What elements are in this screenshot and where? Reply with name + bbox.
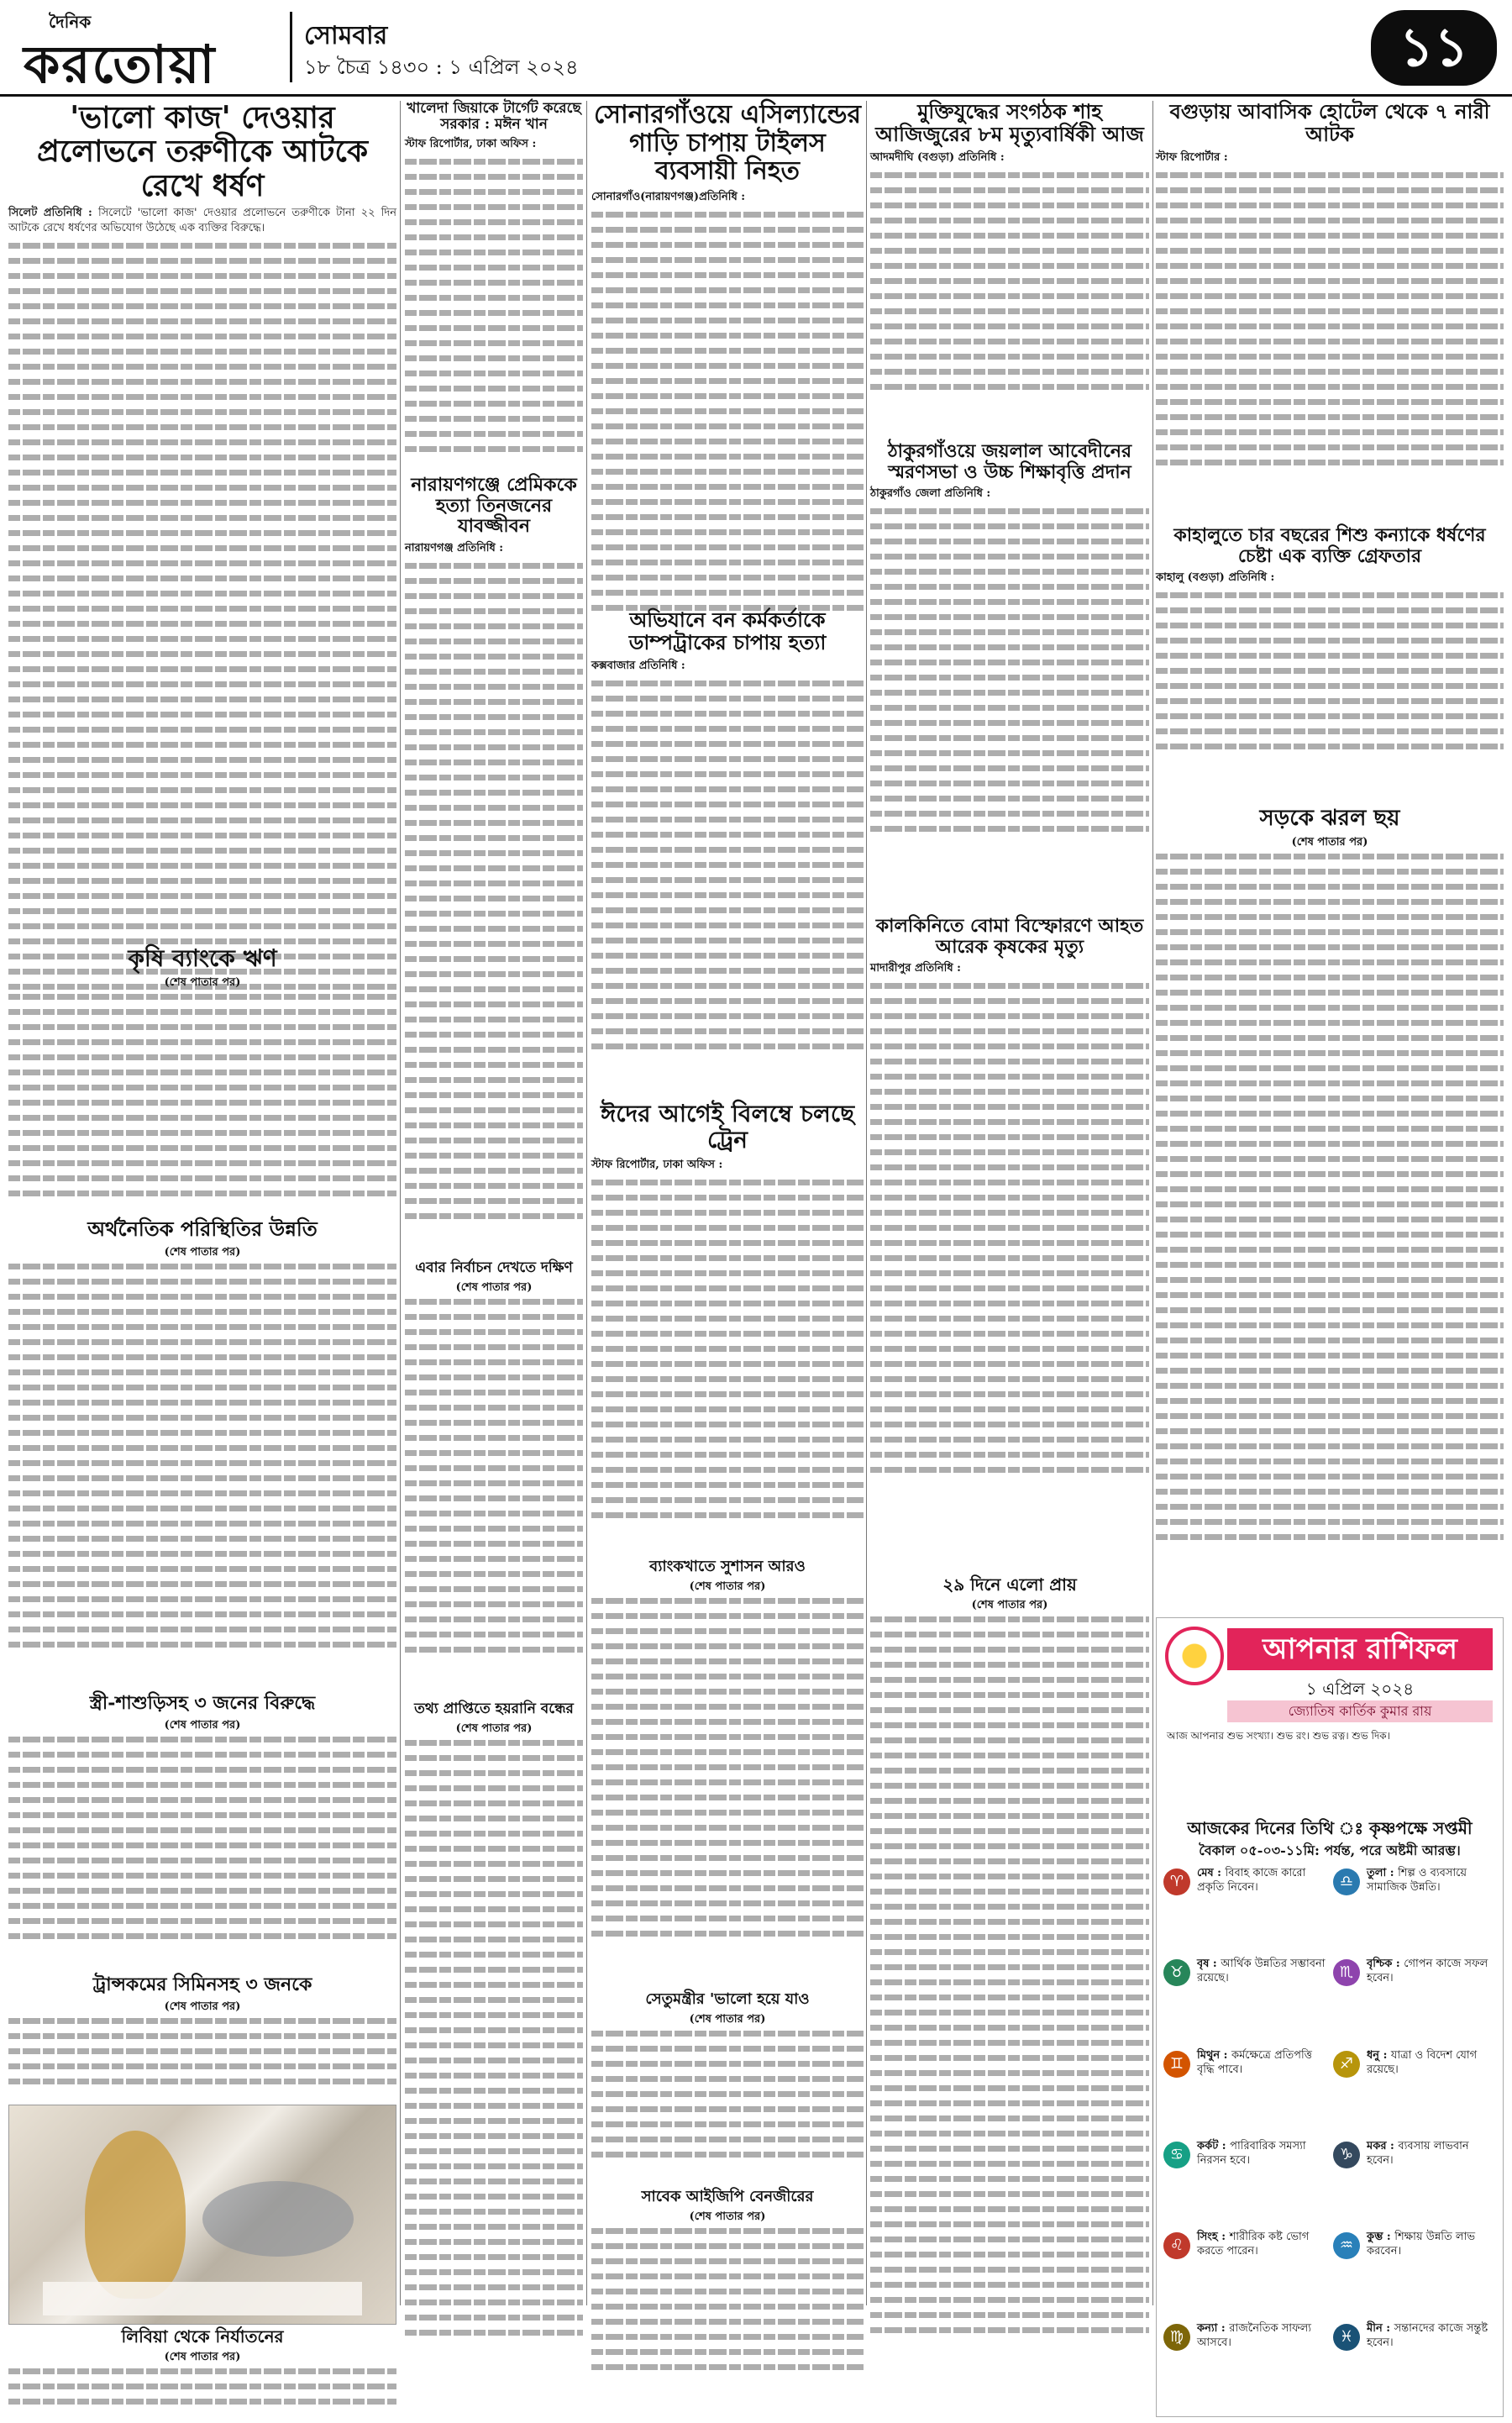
horoscope-date: ১ এপ্রিল ২০২৪ bbox=[1305, 1679, 1415, 1699]
zodiac-sign-text bbox=[1197, 1867, 1326, 1895]
column-divider bbox=[586, 101, 587, 2305]
zodiac-sign-forecast: শিল্প ও ব্যবসায়ে সামাজিক উন্নতি। bbox=[1367, 1867, 1467, 1894]
article-byline: কক্সবাজার প্রতিনিধি : bbox=[591, 659, 685, 672]
article-headline[interactable]: অর্থনৈতিক পরিস্থিতির উন্নতি bbox=[87, 1217, 318, 1241]
zodiac-sign-text bbox=[1367, 1867, 1496, 1895]
article-body bbox=[1156, 854, 1504, 1540]
zodiac-sign-icon: ♈ bbox=[1163, 1868, 1190, 1895]
zodiac-sign-icon: ♓ bbox=[1333, 2324, 1360, 2351]
article-headline[interactable]: ট্রান্সকমের সিমিনসহ ৩ জনকে bbox=[92, 1974, 312, 1995]
article[interactable] bbox=[591, 101, 864, 605]
column-5 bbox=[1156, 99, 1504, 2349]
zodiac-sign-icon: ♉ bbox=[1163, 1959, 1190, 1986]
article-body bbox=[591, 212, 864, 611]
article-headline[interactable]: কাহালুতে চার বছরের শিশু কন্যাকে ধর্ষণের চেষ্টা এক ব্যক্তি গ্রেফতার bbox=[1173, 524, 1486, 567]
continued-note: (শেষ পাতার পর) bbox=[164, 1245, 241, 1259]
tithi-time: বৈকাল ০৫-০৩-১১মি: পর্যন্ত, পরে অষ্টমী আরম্ভ। bbox=[1199, 1842, 1461, 1858]
zodiac-sign-text bbox=[1367, 2140, 1496, 2168]
continued-note: (শেষ পাতার পর) bbox=[689, 2210, 766, 2224]
article-headline[interactable]: কালকিনিতে বোমা বিস্ফোরণে আহত আরেক কৃষকের মৃত্যু bbox=[875, 915, 1144, 958]
column-3 bbox=[591, 101, 864, 2305]
zodiac-sign-name: কুম্ভ : bbox=[1367, 2231, 1395, 2244]
article[interactable] bbox=[591, 1991, 864, 2184]
column-4 bbox=[870, 101, 1149, 2305]
article-body bbox=[405, 1299, 583, 1653]
article-byline: নারায়ণগঞ্জ প্রতিনিধি : bbox=[405, 541, 504, 555]
article[interactable] bbox=[870, 1575, 1149, 2423]
article[interactable] bbox=[8, 1974, 396, 2100]
article-headline[interactable]: নারায়ণগঞ্জে প্রেমিককে হত্যা তিনজনের যাবজ্জীবন bbox=[411, 474, 577, 538]
zodiac-sign-name: মীন : bbox=[1367, 2321, 1394, 2335]
article[interactable] bbox=[405, 1260, 583, 1697]
article-headline[interactable]: তথ্য প্রাপ্তিতে হয়রানি বন্ধের bbox=[414, 1700, 574, 1717]
article[interactable] bbox=[870, 441, 1149, 912]
zodiac-sign-forecast: শিক্ষায় উন্নতি লাভ করবেন। bbox=[1367, 2231, 1476, 2258]
article-body bbox=[591, 1598, 864, 1937]
article-byline: আদমদীঘি (বগুড়া) প্রতিনিধি : bbox=[870, 150, 1005, 164]
article-headline[interactable]: স্ত্রী-শাশুড়িসহ ৩ জনের বিরুদ্ধে bbox=[89, 1692, 316, 1714]
zodiac-sign-item[interactable] bbox=[1163, 2322, 1326, 2410]
article-headline[interactable]: ২৯ দিনে এলো প্রায় bbox=[942, 1574, 1077, 1595]
article-headline[interactable]: ব্যাংকখাতে সুশাসন আরও bbox=[649, 1558, 806, 1575]
article[interactable] bbox=[1156, 101, 1504, 521]
zodiac-sign-name: বৃশ্চিক : bbox=[1367, 1958, 1404, 1971]
zodiac-sign-icon: ♎ bbox=[1333, 1868, 1360, 1895]
article-headline[interactable]: সেতুমন্ত্রীর 'ভালো হয়ে যাও bbox=[645, 1990, 810, 2008]
article-headline[interactable]: ঈদের আগেই বিলম্বে চলছে ট্রেন bbox=[600, 1100, 855, 1154]
article-byline: কাহালু (বগুড়া) প্রতিনিধি : bbox=[1156, 571, 1275, 585]
horoscope-title: আপনার রাশিফল bbox=[1227, 1628, 1493, 1670]
zodiac-sign-text bbox=[1197, 1958, 1326, 1986]
continued-note: (শেষ পাতার পর) bbox=[164, 2000, 241, 2013]
zodiac-sign-icon: ♑ bbox=[1333, 2142, 1360, 2168]
continued-note: (শেষ পাতার পর) bbox=[689, 2013, 766, 2026]
zodiac-sign-item[interactable] bbox=[1333, 1958, 1496, 2045]
zodiac-sign-text bbox=[1367, 1958, 1496, 1986]
zodiac-sign-name: তুলা : bbox=[1367, 1867, 1399, 1879]
zodiac-sign-name: মেষ : bbox=[1197, 1867, 1226, 1879]
zodiac-sign-text bbox=[1367, 2231, 1496, 2259]
article-headline[interactable]: মুক্তিযুদ্ধের সংগঠক শাহ আজিজুরের ৮ম মৃত্যুবার্ষিকী আজ bbox=[875, 99, 1144, 146]
continued-note: (শেষ পাতার পর) bbox=[164, 1718, 241, 1732]
article-headline[interactable]: সাবেক আইজিপি বেনজীরের bbox=[641, 2188, 814, 2205]
article-byline: স্টাফ রিপোর্টার, ঢাকা অফিস : bbox=[405, 138, 537, 151]
article[interactable] bbox=[870, 916, 1149, 1571]
article-byline: স্টাফ রিপোর্টার, ঢাকা অফিস : bbox=[591, 1158, 723, 1171]
zodiac-sign-text bbox=[1197, 2140, 1326, 2168]
article-byline: ঠাকুরগাঁও জেলা প্রতিনিধি : bbox=[870, 487, 991, 501]
article[interactable] bbox=[591, 1558, 864, 1987]
zodiac-sign-icon: ♐ bbox=[1333, 2051, 1360, 2078]
zodiac-sign-item[interactable] bbox=[1333, 2140, 1496, 2227]
zodiac-sign-name: মকর : bbox=[1367, 2140, 1399, 2152]
logo-small-text: দৈনিক bbox=[49, 12, 92, 32]
article-body bbox=[591, 681, 864, 1049]
article-byline: সোনারগাঁও(নারায়ণগঞ্জ)প্রতিনিধি : bbox=[591, 190, 746, 203]
article-body bbox=[8, 2018, 396, 2084]
article-headline[interactable]: এবার নির্বাচন দেখতে দক্ষিণ bbox=[415, 1259, 573, 1276]
horoscope-intro: আজ আপনার শুভ সংখ্যা। শুভ রং। শুভ রত্ন। শুভ দিক। bbox=[1167, 1730, 1390, 1742]
article-headline[interactable]: কৃষি ব্যাংকে ঋণ bbox=[128, 944, 277, 972]
zodiac-sign-icon: ♏ bbox=[1333, 1959, 1360, 1986]
article-body bbox=[8, 1264, 396, 1648]
zodiac-sign-item[interactable] bbox=[1163, 2140, 1326, 2227]
zodiac-sign-icon: ♌ bbox=[1163, 2232, 1190, 2259]
column-2 bbox=[405, 101, 583, 2305]
zodiac-sign-forecast: যাত্রা ও বিদেশ যোগ রয়েছে। bbox=[1367, 2048, 1478, 2076]
zodiac-sign-forecast: কর্মক্ষেত্রে প্রতিপত্তি বৃদ্ধি পাবে। bbox=[1197, 2048, 1312, 2076]
article-body bbox=[591, 2031, 864, 2158]
photo-subject bbox=[202, 2181, 354, 2257]
zodiac-sign-icon: ♍ bbox=[1163, 2324, 1190, 2351]
continued-note: (শেষ পাতার পর) bbox=[689, 1580, 766, 1594]
issue-date: ১৮ চৈত্র ১৪৩০ : ১ এপ্রিল ২০২৪ bbox=[304, 55, 579, 79]
continued-note: (শেষ পাতার পর) bbox=[1291, 836, 1368, 849]
article[interactable] bbox=[591, 609, 864, 1096]
zodiac-sign-forecast: ব্যবসায় লাভবান হবেন। bbox=[1367, 2140, 1469, 2167]
news-photo[interactable] bbox=[8, 2105, 396, 2325]
zodiac-sign-item[interactable] bbox=[1333, 2231, 1496, 2318]
article[interactable] bbox=[405, 101, 583, 470]
article-headline[interactable]: সড়কে ঝরল ছয় bbox=[1259, 806, 1400, 831]
article[interactable] bbox=[8, 2327, 396, 2423]
horoscope-author: জ্যোতিষ কার্তিক কুমার রায় bbox=[1227, 1700, 1493, 1722]
zodiac-sign-item[interactable] bbox=[1163, 1958, 1326, 2045]
zodiac-sign-text bbox=[1197, 2049, 1326, 2078]
zodiac-sign-name: মিথুন : bbox=[1197, 2048, 1231, 2062]
zodiac-sign-icon: ♋ bbox=[1163, 2142, 1190, 2168]
zodiac-sign-forecast: পারিবারিক সমস্যা নিরসন হবে। bbox=[1197, 2140, 1306, 2167]
zodiac-sign-item[interactable] bbox=[1333, 2049, 1496, 2137]
continued-note: (শেষ পাতার পর) bbox=[455, 1281, 533, 1295]
article-body bbox=[1156, 592, 1504, 749]
zodiac-sign-item[interactable] bbox=[1333, 2322, 1496, 2410]
article-byline: মাদারীপুর প্রতিনিধি : bbox=[870, 962, 961, 975]
column-divider bbox=[866, 101, 867, 2305]
article[interactable] bbox=[870, 101, 1149, 437]
article-headline[interactable]: 'ভালো কাজ' দেওয়ার প্রলোভনে তরুণীকে আটকে রেখে ধর্ষণ bbox=[36, 100, 369, 203]
article-body bbox=[8, 2368, 396, 2405]
article-body bbox=[405, 159, 583, 452]
article-body bbox=[405, 563, 583, 1219]
zodiac-sign-forecast: শারীরিক কষ্ট ভোগ করতে পারেন। bbox=[1197, 2231, 1310, 2258]
article-byline: স্টাফ রিপোর্টার : bbox=[1156, 150, 1228, 164]
masthead-divider bbox=[290, 12, 292, 82]
article-body bbox=[1156, 172, 1504, 465]
zodiac-sign-name: ধনু : bbox=[1367, 2048, 1391, 2062]
zodiac-sign-name: কর্কট : bbox=[1197, 2140, 1231, 2152]
article[interactable] bbox=[8, 1693, 396, 1970]
article-body bbox=[8, 994, 396, 1196]
zodiac-sign-forecast: বিবাহ কাজে কারো প্রকৃতি নিবেন। bbox=[1197, 1867, 1306, 1894]
column-divider bbox=[400, 101, 401, 2305]
zodiac-sign-item[interactable] bbox=[1163, 2049, 1326, 2137]
column-1 bbox=[8, 100, 397, 2364]
article[interactable] bbox=[8, 1218, 396, 1689]
zodiac-sign-forecast: সন্তানদের কাজে সন্তুষ্ট হবেন। bbox=[1367, 2321, 1488, 2349]
logo-title: করতোয়া bbox=[24, 34, 217, 95]
zodiac-sign-item[interactable] bbox=[1333, 1867, 1496, 1954]
zodiac-sign-item[interactable] bbox=[1163, 2231, 1326, 2318]
zodiac-sign-icon: ♊ bbox=[1163, 2051, 1190, 2078]
continued-note: (শেষ পাতার পর) bbox=[455, 1722, 533, 1736]
zodiac-sign-item[interactable] bbox=[1163, 1867, 1326, 1954]
article-body bbox=[405, 1740, 583, 2336]
newspaper-logo[interactable] bbox=[15, 10, 284, 95]
zodiac-sign-name: সিংহ : bbox=[1197, 2231, 1230, 2244]
article-body bbox=[870, 983, 1149, 1473]
article-headline[interactable]: সোনারগাঁওয়ে এসিল্যান্ডের গাড়ি চাপায় টাইলস ব্যবসায়ী নিহত bbox=[594, 100, 861, 187]
zodiac-sign-text bbox=[1367, 2322, 1496, 2351]
article-headline[interactable]: ঠাকুরগাঁওয়ে জয়লাল আবেদীনের স্মরণসভা ও উচ্চ শিক্ষাবৃত্তি প্রদান bbox=[887, 440, 1132, 483]
zodiac-sign-text bbox=[1367, 2049, 1496, 2078]
photo-subject bbox=[85, 2131, 186, 2299]
article[interactable] bbox=[1156, 525, 1504, 802]
article-body bbox=[870, 172, 1149, 390]
tithi-title: আজকের দিনের তিথি ঃ কৃষ্ণপক্ষে সপ্তমী bbox=[1187, 1818, 1473, 1838]
issue-day: সোমবার bbox=[304, 21, 388, 50]
zodiac-emblem-icon bbox=[1165, 1627, 1224, 1685]
article-headline[interactable]: বগুড়ায় আবাসিক হোটেল থেকে ৭ নারী আটক bbox=[1169, 99, 1490, 146]
zodiac-sign-name: কন্যা : bbox=[1197, 2321, 1230, 2335]
article-body bbox=[870, 1616, 1149, 2333]
zodiac-sign-forecast: আর্থিক উন্নতির সম্ভাবনা রয়েছে। bbox=[1197, 1958, 1326, 1985]
zodiac-sign-text bbox=[1197, 2231, 1326, 2259]
zodiac-grid bbox=[1163, 1867, 1496, 2410]
article-headline[interactable]: অভিযানে বন কর্মকর্তাকে ডাম্পট্রাকের চাপায় হত্যা bbox=[628, 607, 827, 654]
article[interactable] bbox=[591, 2189, 864, 2423]
article-body bbox=[591, 2228, 864, 2370]
photo-subject bbox=[43, 2282, 362, 2315]
article-body bbox=[8, 243, 396, 990]
masthead bbox=[0, 0, 1512, 97]
article-lead bbox=[8, 206, 396, 236]
article-headline[interactable]: খালেদা জিয়াকে টার্গেট করেছে সরকার : মঈন খান bbox=[407, 100, 581, 134]
continued-note: (শেষ পাতার পর) bbox=[971, 1599, 1048, 1612]
article[interactable] bbox=[591, 1101, 864, 1554]
article[interactable] bbox=[405, 475, 583, 1256]
horoscope-box[interactable] bbox=[1156, 1617, 1504, 2417]
article-lead-text: সিলেটে 'ভালো কাজ' দেওয়ার প্রলোভনে তরুণীকে টানা ২২ দিন আটকে রেখে ধর্ষণের অভিযোগ উঠেছে এক ব্যক্তির বিরুদ্ধে। bbox=[8, 206, 397, 234]
zodiac-sign-icon: ♒ bbox=[1333, 2232, 1360, 2259]
article-body bbox=[870, 508, 1149, 832]
article[interactable] bbox=[1156, 807, 1504, 1613]
continued-note: (শেষ পাতার পর) bbox=[164, 2351, 241, 2364]
zodiac-sign-forecast: রাজনৈতিক সাফল্য আসবে। bbox=[1197, 2321, 1312, 2349]
article-byline: সিলেট প্রতিনিধি : bbox=[8, 206, 92, 219]
article-body bbox=[591, 1180, 864, 1518]
article[interactable] bbox=[405, 1701, 583, 2423]
article-headline[interactable]: লিবিয়া থেকে নির্যাতনের bbox=[121, 2326, 284, 2347]
article-body bbox=[8, 1737, 396, 1939]
zodiac-sign-forecast: গোপন কাজে সফল হবেন। bbox=[1367, 1958, 1488, 1985]
page-number-badge: ১১ bbox=[1371, 10, 1497, 86]
article[interactable] bbox=[8, 945, 396, 1214]
zodiac-sign-name: বৃষ : bbox=[1197, 1958, 1221, 1971]
column-divider bbox=[1152, 101, 1153, 2305]
zodiac-sign-text bbox=[1197, 2322, 1326, 2351]
continued-note: (শেষ পাতার পর) bbox=[164, 976, 241, 990]
article[interactable] bbox=[8, 101, 396, 941]
